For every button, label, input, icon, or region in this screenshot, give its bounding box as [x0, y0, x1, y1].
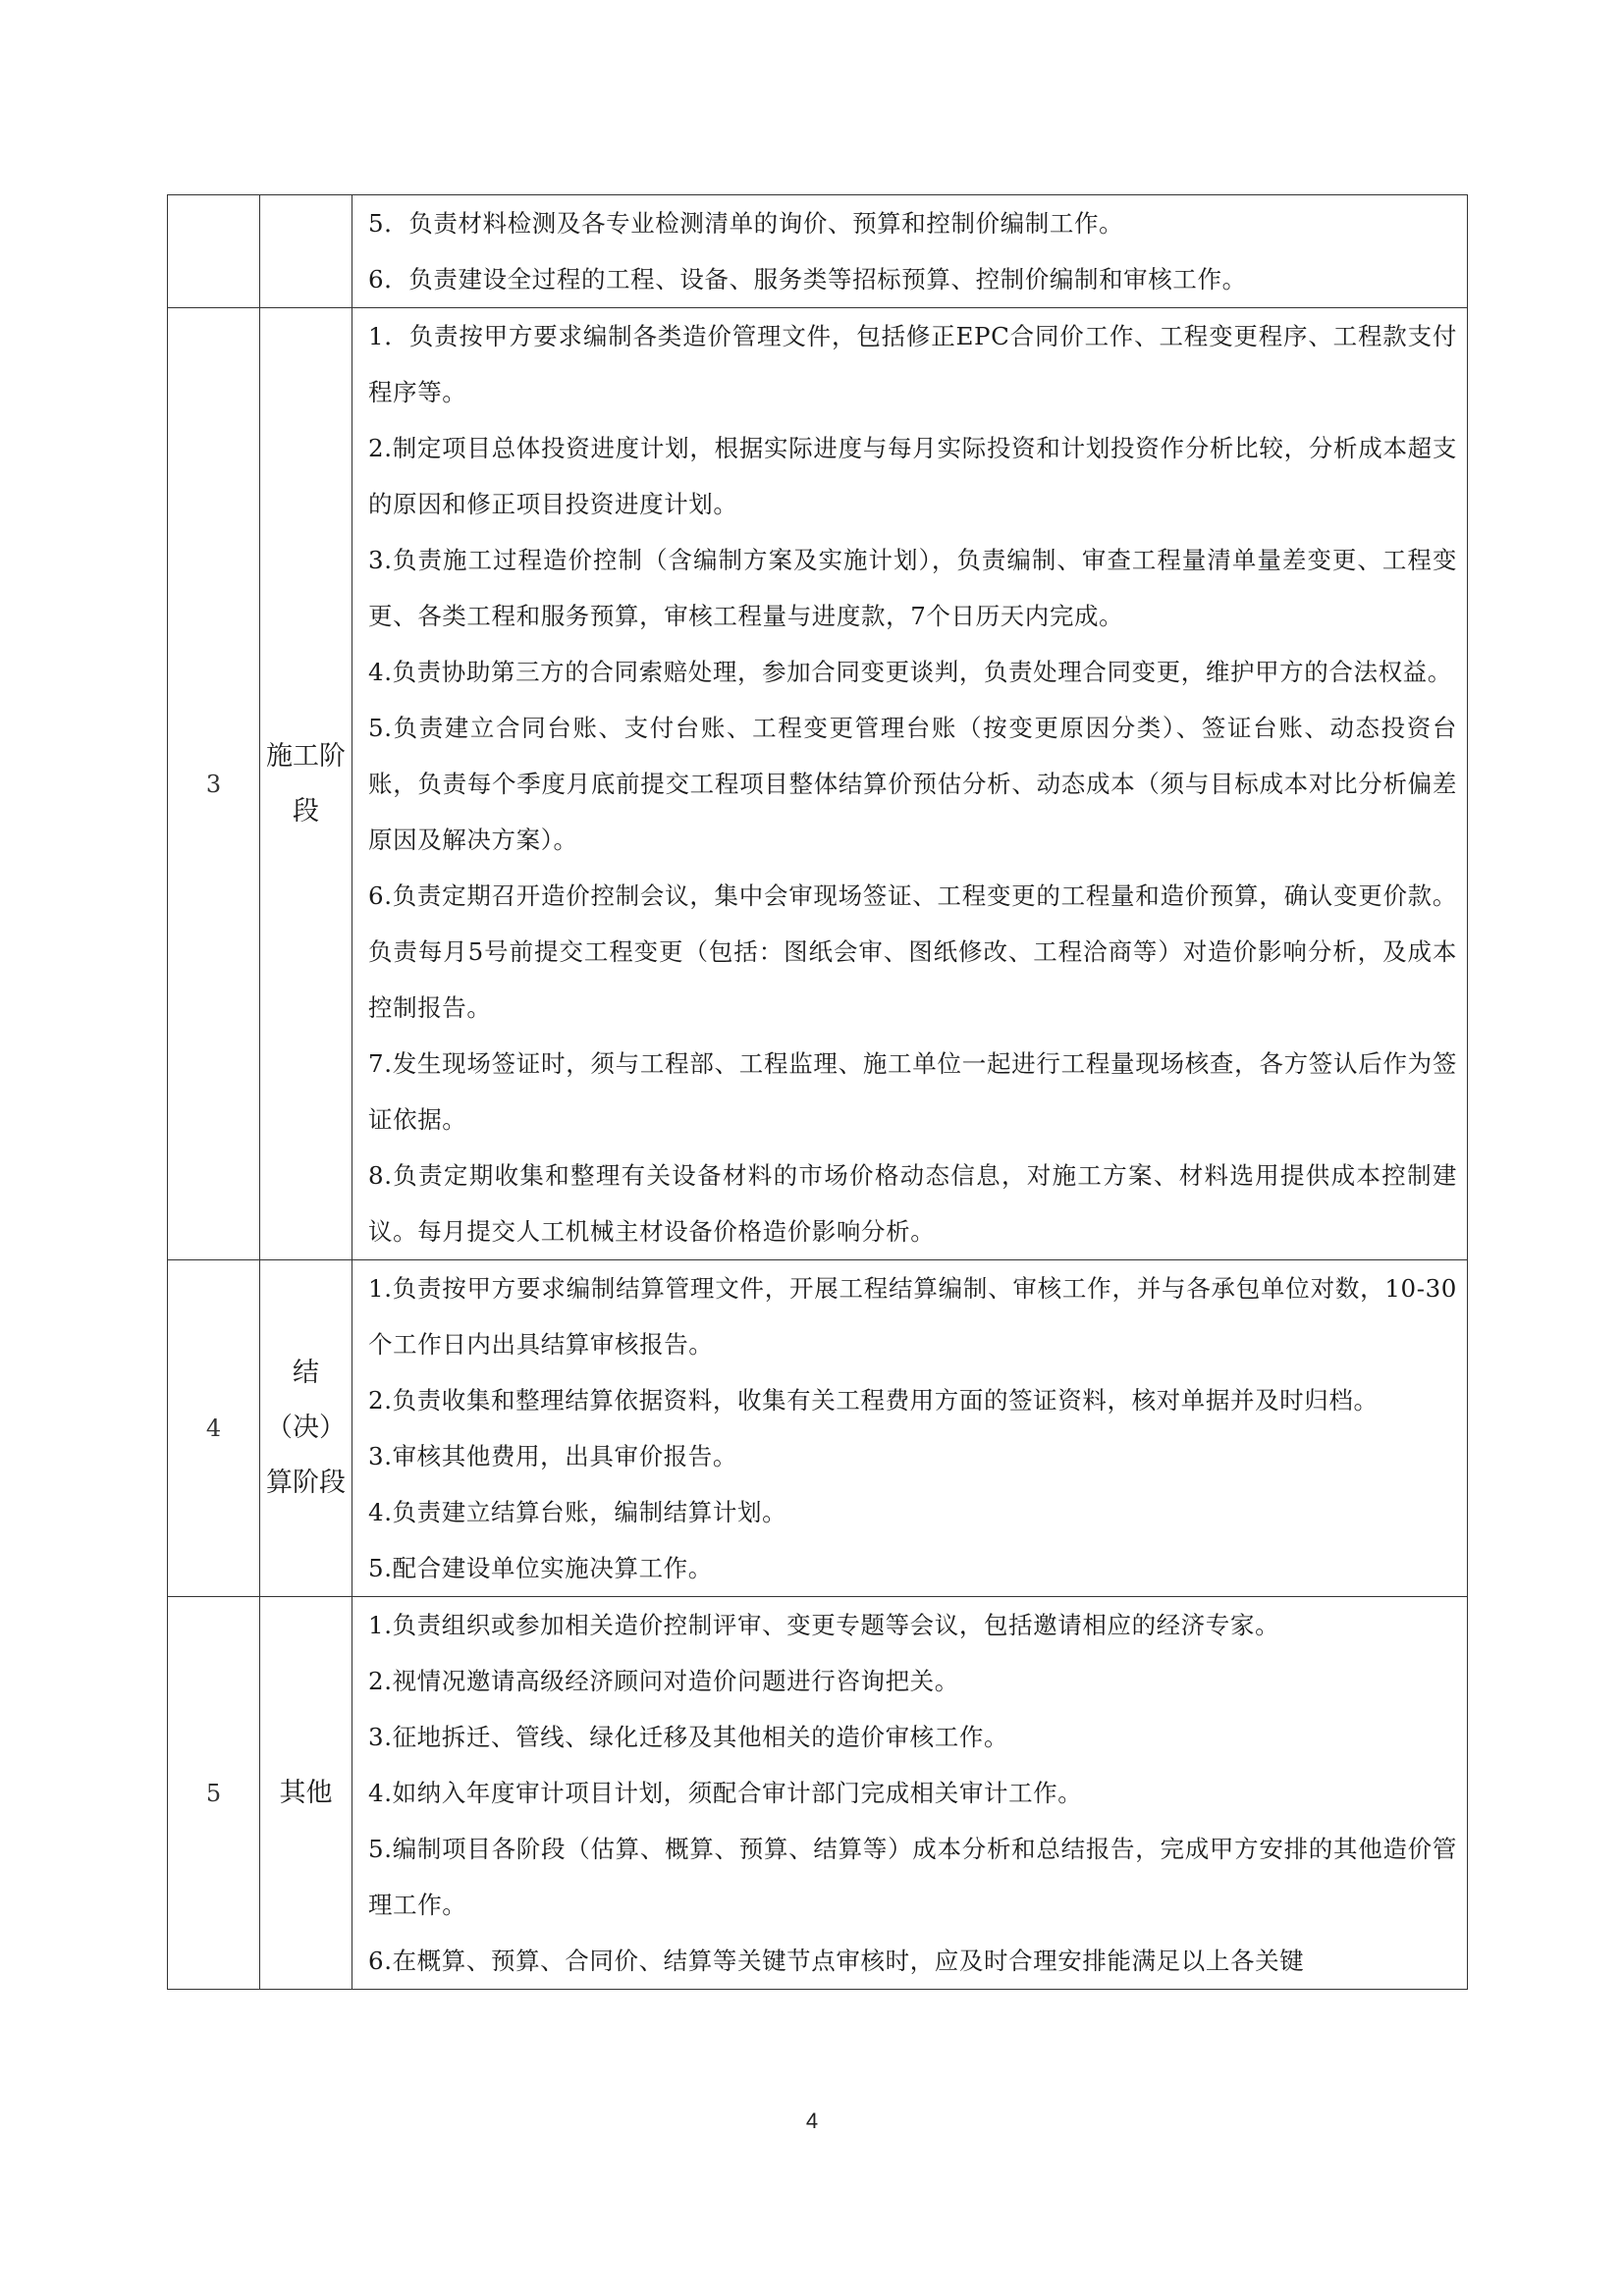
list-item: 2.制定项目总体投资进度计划，根据实际进度与每月实际投资和计划投资作分析比较，分析成本超支的原因和修正项目投资进度计划。: [368, 434, 1457, 518]
stage-cell: 结（决）算阶段: [260, 1260, 352, 1597]
list-item: 3.负责施工过程造价控制（含编制方案及实施计划），负责编制、审查工程量清单量差变更、工程变更、各类工程和服务预算，审核工程量与进度款，7个日历天内完成。: [368, 546, 1457, 630]
list-item: 8.负责定期收集和整理有关设备材料的市场价格动态信息，对施工方案、材料选用提供成本控制建议。每月提交人工机械主材设备价格造价影响分析。: [368, 1161, 1457, 1246]
stage-cell: 施工阶段: [260, 308, 352, 1260]
list-item: 3.征地拆迁、管线、绿化迁移及其他相关的造价审核工作。: [368, 1723, 1009, 1751]
page-number: 4: [805, 2109, 819, 2133]
list-item: 5.配合建设单位实施决算工作。: [368, 1554, 713, 1582]
list-item: 4.如纳入年度审计项目计划，须配合审计部门完成相关审计工作。: [368, 1779, 1083, 1807]
list-item: 1.负责按甲方要求编制结算管理文件，开展工程结算编制、审核工作，并与各承包单位对数，10-30个工作日内出具结算审核报告。: [368, 1274, 1457, 1359]
stage-cell: [260, 195, 352, 308]
list-item: 6．负责建设全过程的工程、设备、服务类等招标预算、控制价编制和审核工作。: [368, 265, 1247, 294]
content-cell: [352, 1597, 1468, 1990]
list-item: 4.负责建立结算台账，编制结算计划。: [368, 1498, 787, 1526]
list-item: 5．负责材料检测及各专业检测清单的询价、预算和控制价编制工作。: [368, 209, 1124, 238]
list-item: 6.在概算、预算、合同价、结算等关键节点审核时，应及时合理安排能满足以上各关键: [368, 1947, 1305, 1975]
row-number-cell: [168, 195, 260, 308]
row-number-cell: 5: [168, 1597, 260, 1990]
list-item: 2.负责收集和整理结算依据资料，收集有关工程费用方面的签证资料，核对单据并及时归档。: [368, 1386, 1379, 1415]
list-item: 5.负责建立合同台账、支付台账、工程变更管理台账（按变更原因分类）、签证台账、动态投资台账，负责每个季度月底前提交工程项目整体结算价预估分析、动态成本（须与目标成本对比分析偏差原因及解决方案）。: [368, 714, 1457, 854]
table-row-continuation: [168, 195, 1468, 308]
list-item: 2.视情况邀请高级经济顾问对造价问题进行咨询把关。: [368, 1667, 959, 1695]
content-cell: [352, 195, 1468, 308]
list-item: 5.编制项目各阶段（估算、概算、预算、结算等）成本分析和总结报告，完成甲方安排的其他造价管理工作。: [368, 1835, 1457, 1919]
list-item: 7.发生现场签证时，须与工程部、工程监理、施工单位一起进行工程量现场核查，各方签认后作为签证依据。: [368, 1049, 1457, 1134]
list-item: 1.负责组织或参加相关造价控制评审、变更专题等会议，包括邀请相应的经济专家。: [368, 1611, 1280, 1639]
content-cell: [352, 308, 1468, 1260]
list-item: 1．负责按甲方要求编制各类造价管理文件，包括修正EPC合同价工作、工程变更程序、工程款支付程序等。: [368, 322, 1457, 406]
list-item: 4.负责协助第三方的合同索赔处理，参加合同变更谈判，负责处理合同变更，维护甲方的合法权益。: [368, 658, 1452, 686]
table-row-construction-stage: [168, 308, 1468, 1260]
list-item: 3.审核其他费用，出具审价报告。: [368, 1442, 737, 1470]
table-row-settlement-stage: [168, 1260, 1468, 1597]
stage-cell: 其他: [260, 1597, 352, 1990]
row-number-cell: 4: [168, 1260, 260, 1597]
content-cell: [352, 1260, 1468, 1597]
table-row-other: [168, 1597, 1468, 1990]
list-item: 6.负责定期召开造价控制会议，集中会审现场签证、工程变更的工程量和造价预算，确认变更价款。负责每月5号前提交工程变更（包括：图纸会审、图纸修改、工程洽商等）对造价影响分析，及成本控制报告。: [368, 881, 1457, 1022]
responsibilities-table: [167, 194, 1468, 1990]
row-number-cell: 3: [168, 308, 260, 1260]
